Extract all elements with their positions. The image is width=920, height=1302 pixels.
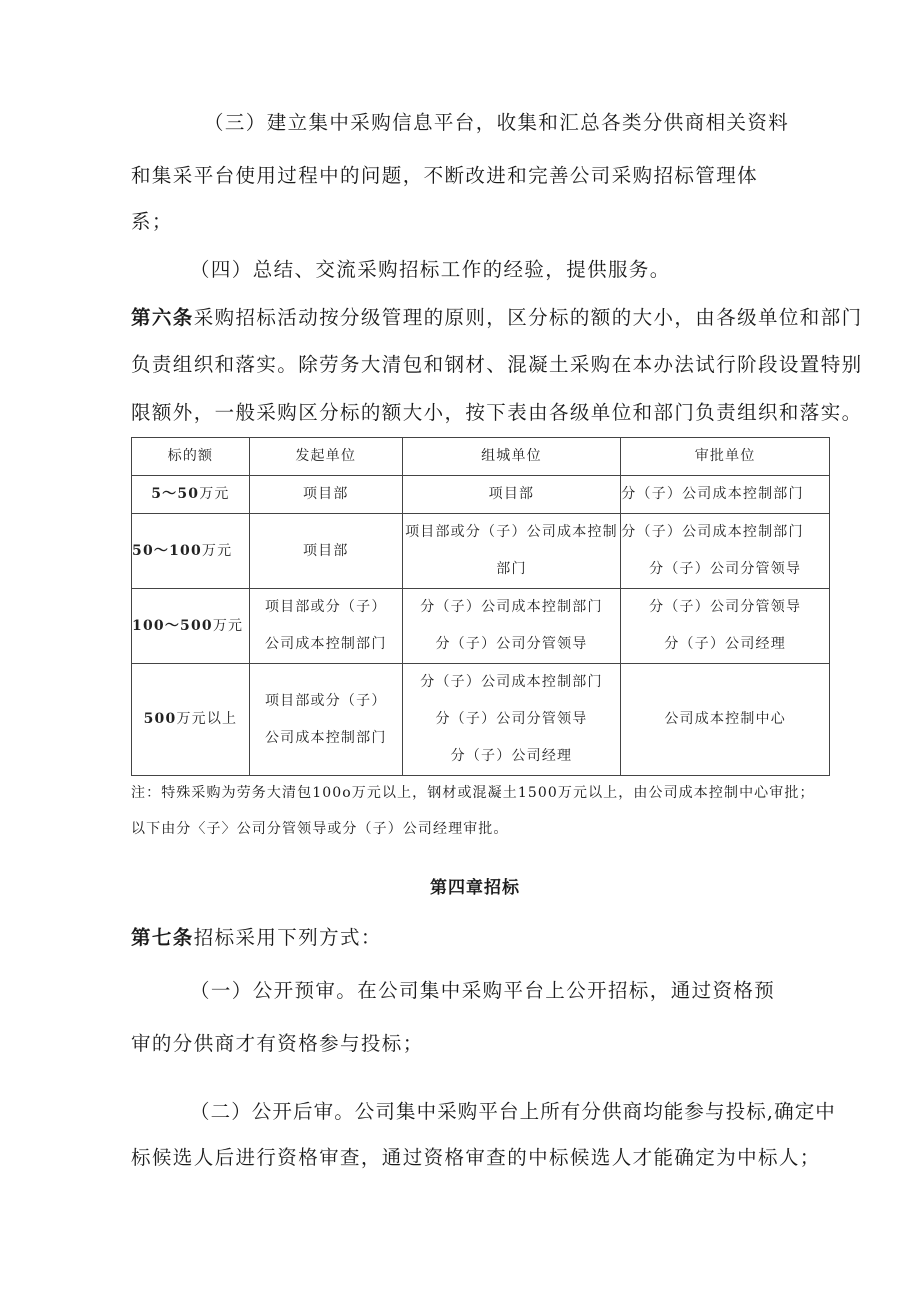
cell-line: 项目部	[302, 542, 349, 559]
cell-line: 项目部	[302, 486, 349, 502]
paragraph-3-line-3: 系；	[131, 210, 173, 233]
amount-unit: 万元	[199, 486, 230, 502]
organizer-cell	[402, 476, 621, 514]
amount-cell	[132, 664, 250, 776]
amount-number: 5〜50	[151, 486, 200, 502]
approver-cell	[621, 476, 830, 514]
table-header-cell: 审批单位	[621, 438, 830, 476]
amount-number: 50〜100	[132, 542, 202, 559]
amount-unit: 万元	[201, 542, 233, 559]
table-row	[132, 664, 830, 776]
amount-number: 500	[143, 711, 177, 727]
cell-line: 分（子）公司成本控制部门	[621, 524, 804, 540]
cell-line: 分（子）公司分管领导	[649, 561, 802, 577]
paragraph-3-line-2: 和集采平台使用过程中的问题，不断改进和完善公司采购招标管理体	[131, 164, 759, 187]
paragraph-3-line-1: （三）建立集中采购信息平台，收集和汇总各类分供商相关资料	[204, 111, 790, 134]
article-6-label: 第六条	[131, 306, 194, 329]
table-note-line-2: 以下由分〈子〉公司分管领导或分（子）公司经理审批。	[131, 821, 509, 837]
table-row	[132, 589, 830, 664]
cell-line: 公司成本控制中心	[664, 711, 786, 727]
article-6-line-3: 限额外，一般采购区分标的额大小，按下表由各级单位和部门负责组织和落实。	[131, 401, 863, 424]
table-header-cell: 标的额	[132, 438, 250, 476]
chapter-title: 第四章招标	[430, 878, 520, 898]
approval-table	[131, 437, 830, 776]
cell-line: 分（子）公司成本控制部门	[621, 486, 804, 502]
table-header-cell: 组城单位	[402, 438, 621, 476]
article-6-line-2: 负责组织和落实。除劳务大清包和钢材、混凝土采购在本办法试行阶段设置特别	[131, 353, 863, 376]
table-row	[132, 514, 830, 589]
approver-cell	[621, 664, 830, 776]
cell-line: 分（子）公司成本控制部门	[420, 599, 603, 615]
cell-line: 分（子）公司经理	[664, 636, 786, 652]
initiator-cell	[249, 476, 402, 514]
cell-line: 项目部或分（子）公司成本控制	[405, 524, 618, 540]
article-7-label: 第七条	[131, 926, 194, 949]
table-header-cell: 发起单位	[249, 438, 402, 476]
organizer-cell	[402, 589, 621, 664]
cell-line: 分（子）公司分管领导	[435, 636, 588, 652]
article-7-item-1-line-1: （一）公开预审。在公司集中采购平台上公开招标，通过资格预	[190, 979, 776, 1002]
table-row	[132, 476, 830, 514]
amount-unit: 万元	[212, 617, 244, 634]
amount-cell	[132, 514, 250, 589]
cell-line: 公司成本控制部门	[264, 636, 387, 652]
cell-line: 项目部	[488, 486, 535, 502]
cell-line: 分（子）公司经理	[450, 748, 573, 764]
cell-line: 公司成本控制部门	[264, 729, 387, 746]
amount-number: 100〜500	[132, 617, 213, 634]
cell-line: 分（子）公司分管领导	[649, 599, 802, 615]
table-note-line-1: 注：特殊采购为劳务大清包100o万元以上，钢材或混凝土1500万元以上，由公司成本控制中心审批；	[131, 785, 815, 801]
cell-line: 项目部或分（子）	[264, 692, 387, 709]
initiator-cell	[249, 664, 402, 776]
article-7-item-2-line-2: 标候选人后进行资格审查，通过资格审查的中标候选人才能确定为中标人；	[131, 1146, 821, 1169]
paragraph-4: （四）总结、交流采购招标工作的经验，提供服务。	[190, 258, 671, 281]
article-6-line-1	[131, 302, 863, 330]
cell-line: 项目部或分（子）	[264, 599, 387, 615]
approver-cell	[621, 589, 830, 664]
article-7-item-1-line-2: 审的分供商才有资格参与投标；	[131, 1032, 424, 1055]
cell-line: 分（子）公司成本控制部门	[420, 674, 603, 690]
article-6-text: 采购招标活动按分级管理的原则，区分标的额的大小，由各级单位和部门	[193, 306, 863, 329]
table-header-row	[132, 438, 830, 476]
cell-line: 分（子）公司分管领导	[435, 711, 588, 727]
article-7-text: 招标采用下列方式：	[193, 926, 382, 949]
article-7-line	[131, 922, 382, 950]
amount-unit: 万元以上	[176, 711, 238, 727]
amount-cell	[132, 589, 250, 664]
article-7-item-2-line-1: （二）公开后审。公司集中采购平台上所有分供商均能参与投标,确定中	[190, 1100, 836, 1123]
organizer-cell	[402, 664, 621, 776]
organizer-cell	[402, 514, 621, 589]
amount-cell	[132, 476, 250, 514]
approver-cell	[621, 514, 830, 589]
cell-line: 部门	[496, 561, 527, 577]
initiator-cell	[249, 514, 402, 589]
initiator-cell	[249, 589, 402, 664]
